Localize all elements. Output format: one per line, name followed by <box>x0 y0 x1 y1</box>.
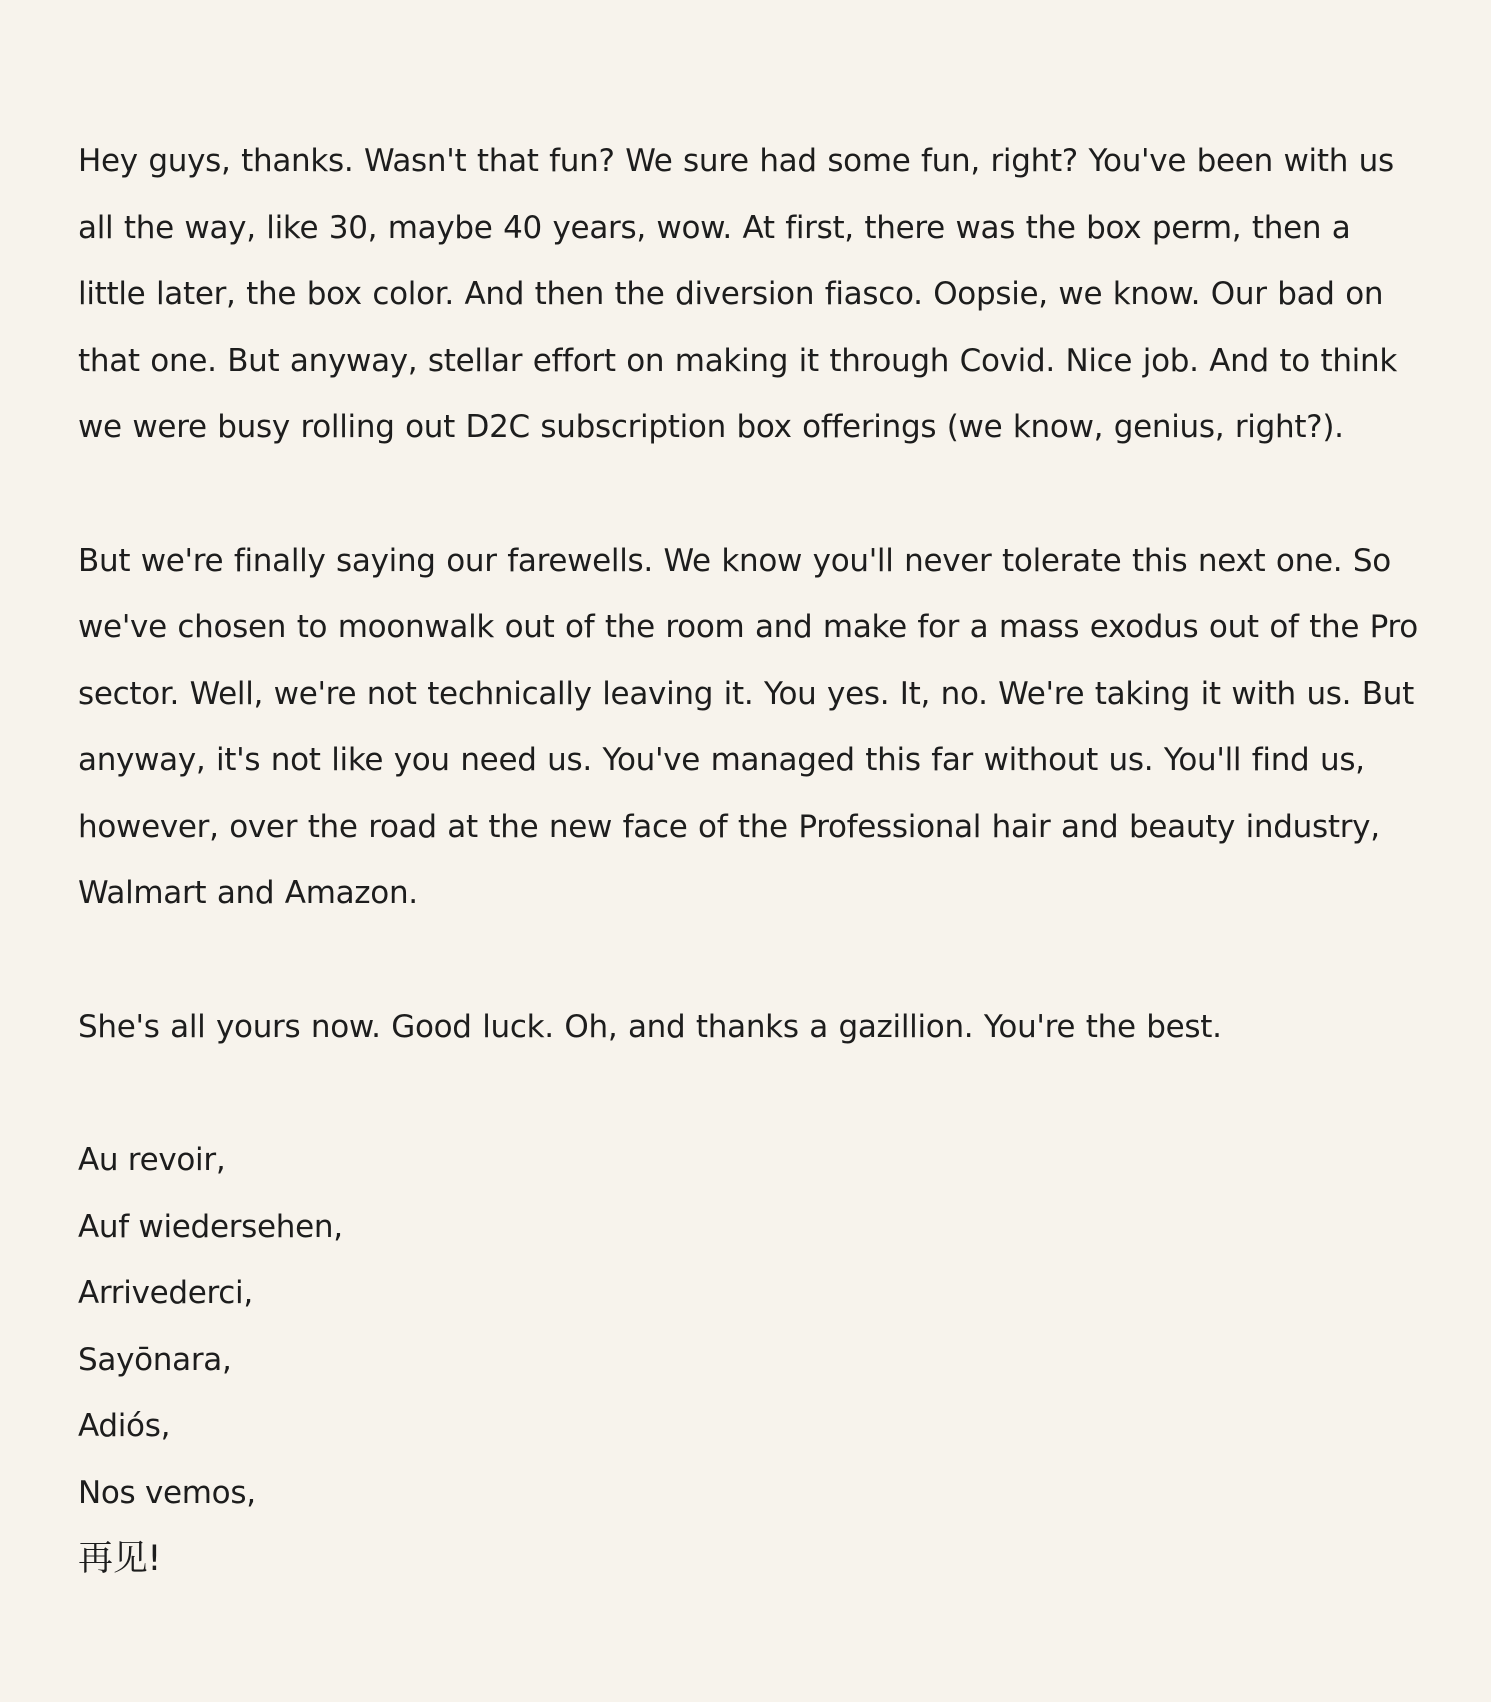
signoff-line-italian: Arrivederci, <box>78 1275 253 1311</box>
signoff-line-spanish-2: Nos vemos, <box>78 1474 256 1511</box>
paragraph-intro: Hey guys, thanks. Wasn't that fun? We sure had some fun, right? You've been with us all the way, like 30, maybe 40 years, wow. At first, there was the box perm, then a little later, the box color. And then the diversion fiasco. Oopsie, we know. Our bad on that one. But anyway, stellar effort on making it through Covid. Nice job. And to think we were busy rolling out D2C subscription box offerings (we know, genius, right?). <box>78 143 1397 445</box>
signoff-list <box>78 1127 1428 1593</box>
paragraph-closing: She's all yours now. Good luck. Oh, and thanks a gazillion. You're the best. <box>78 1008 1222 1045</box>
paragraph-gap <box>78 461 1428 528</box>
signoff-line-french: Au revoir, <box>78 1142 226 1178</box>
signoff-line-japanese: Sayōnara, <box>78 1341 232 1378</box>
signoff-line-german: Auf wiedersehen, <box>78 1208 343 1245</box>
signoff-line-chinese: 再见! <box>78 1539 162 1579</box>
letter-body <box>78 128 1428 1593</box>
paragraph-farewell: But we're finally saying our farewells. We know you'll never tolerate this next one. So we've chosen to moonwalk out of the room and make for a mass exodus out of the Pro sector. Well, we're not technically leaving it. You yes. It, no. We're taking it with us. But anyway, it's not like you need us. You've managed this far without us. You'll find us, however, over the road at the new face of the Professional hair and beauty industry, Walmart and Amazon. <box>78 542 1418 911</box>
paragraph-gap <box>78 927 1428 994</box>
paragraph-gap <box>78 1060 1428 1127</box>
signoff-line-spanish: Adiós, <box>78 1408 171 1444</box>
